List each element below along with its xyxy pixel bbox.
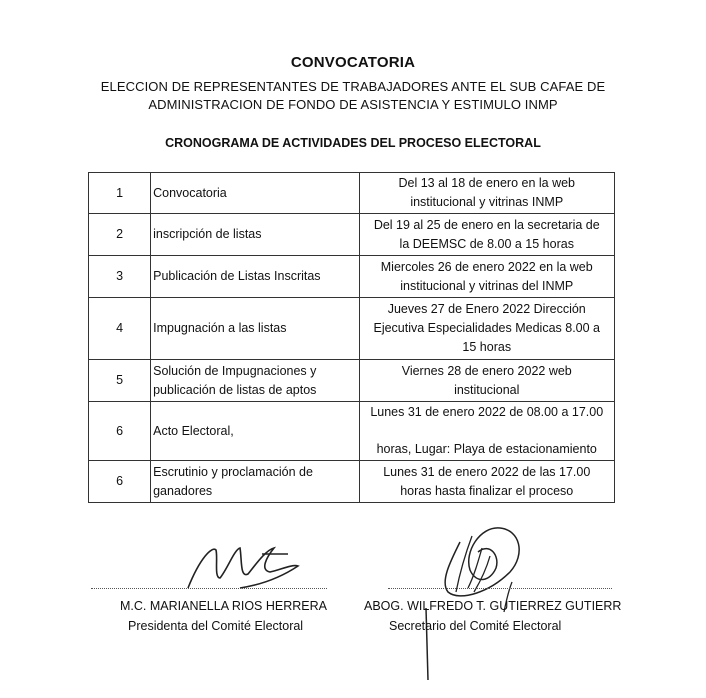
table-row bbox=[89, 402, 615, 461]
date-line: horas, Lugar: Playa de estacionamiento bbox=[376, 442, 597, 456]
activity-cell: inscripción de listas bbox=[151, 214, 359, 256]
row-number: 1 bbox=[89, 173, 151, 214]
activity-cell: Convocatoria bbox=[151, 173, 359, 214]
activity-cell bbox=[151, 360, 359, 402]
activity-line: publicación de listas de aptos bbox=[153, 382, 317, 397]
date-line: Del 13 al 18 de enero en la web bbox=[398, 176, 575, 190]
subtitle-line-2: ADMINISTRACION DE FONDO DE ASISTENCIA Y ESTIMULO INMP bbox=[148, 97, 558, 112]
right-signer-role: Secretario del Comité Electoral bbox=[389, 619, 562, 633]
table-row bbox=[89, 461, 615, 503]
date-line: Miercoles 26 de enero 2022 en la web bbox=[380, 259, 593, 274]
date-line: Ejecutiva Especialidades Medicas 8.00 a bbox=[373, 321, 601, 335]
section-title: CRONOGRAMA DE ACTIVIDADES DEL PROCESO ELECTORAL bbox=[165, 136, 541, 150]
right-signature-scribble bbox=[420, 512, 540, 682]
activity-cell: Impugnación a las listas bbox=[151, 298, 359, 360]
left-signer-role: Presidenta del Comité Electoral bbox=[128, 619, 304, 633]
date-line: Lunes 31 de enero 2022 de 08.00 a 17.00 bbox=[370, 405, 604, 419]
date-line: Jueves 27 de Enero 2022 Dirección bbox=[387, 302, 586, 316]
activity-cell bbox=[151, 461, 359, 503]
date-cell bbox=[359, 402, 615, 461]
date-line: 15 horas bbox=[462, 340, 512, 354]
date-cell bbox=[359, 298, 615, 360]
activity-cell: Publicación de Listas Inscritas bbox=[151, 256, 359, 298]
row-number: 2 bbox=[89, 214, 151, 256]
activity-line: ganadores bbox=[153, 483, 213, 498]
date-line: institucional bbox=[454, 382, 520, 397]
date-line: Lunes 31 de enero 2022 de las 17.00 bbox=[383, 464, 591, 479]
subtitle-line-1: ELECCION DE REPRESENTANTES DE TRABAJADORES ANTE EL SUB CAFAE DE bbox=[100, 79, 606, 94]
right-signer-name: ABOG. WILFREDO T. GUTIERREZ GUTIERR bbox=[364, 599, 622, 613]
right-signature-line bbox=[388, 588, 612, 589]
table-row bbox=[89, 256, 615, 298]
table-row bbox=[89, 173, 615, 214]
date-line: Viernes 28 de enero 2022 web bbox=[401, 363, 572, 378]
row-number: 5 bbox=[89, 360, 151, 402]
row-number: 6 bbox=[89, 402, 151, 461]
row-number: 6 bbox=[89, 461, 151, 503]
row-number: 3 bbox=[89, 256, 151, 298]
left-signature-line bbox=[91, 588, 327, 589]
date-cell bbox=[359, 461, 615, 503]
date-line: institucional y vitrinas del INMP bbox=[400, 278, 574, 293]
row-number: 4 bbox=[89, 298, 151, 360]
date-cell bbox=[359, 214, 615, 256]
activity-line: Solución de Impugnaciones y bbox=[153, 363, 317, 378]
date-cell bbox=[359, 173, 615, 214]
date-line: Del 19 al 25 de enero en la secretaria de bbox=[373, 217, 600, 232]
table-row bbox=[89, 298, 615, 360]
date-line: institucional y vitrinas INMP bbox=[410, 195, 564, 209]
table-row bbox=[89, 214, 615, 256]
activity-cell: Acto Electoral, bbox=[151, 402, 359, 461]
date-line: la DEEMSC de 8.00 a 15 horas bbox=[399, 236, 574, 251]
date-line: horas hasta finalizar el proceso bbox=[400, 483, 574, 498]
date-cell bbox=[359, 256, 615, 298]
left-signer-name: M.C. MARIANELLA RIOS HERRERA bbox=[120, 599, 327, 613]
schedule-table bbox=[88, 172, 615, 503]
document-title: CONVOCATORIA bbox=[290, 54, 416, 71]
date-cell bbox=[359, 360, 615, 402]
activity-line: Escrutinio y proclamación de bbox=[153, 464, 313, 479]
table-row bbox=[89, 360, 615, 402]
